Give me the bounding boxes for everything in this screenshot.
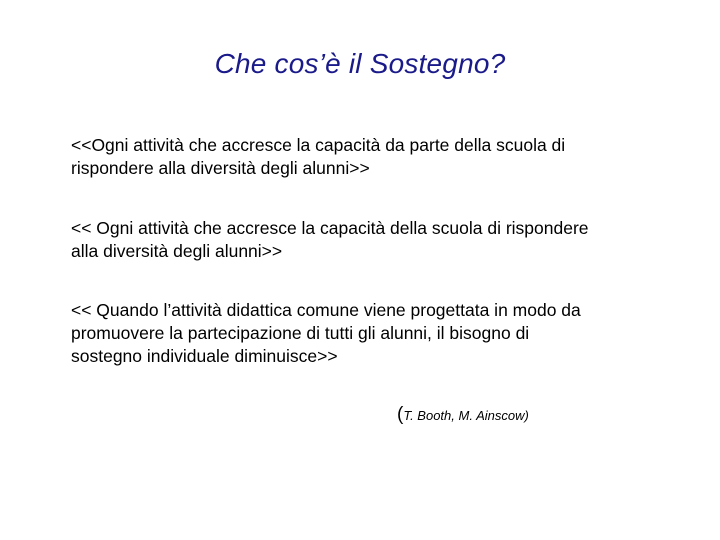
attribution-close-paren: ) [524,408,529,423]
attribution-open-paren: ( [397,404,404,425]
attribution [397,404,529,426]
quote-definition-1: <<Ogni attività che accresce la capacità da parte della scuola di rispondere alla diversità degli alunni>> [71,135,566,178]
slide-title: Che cos’è il Sostegno? [214,48,506,79]
attribution-authors: T. Booth, M. Ainscow [403,408,525,423]
quote-definition-3: << Quando l’attività didattica comune viene progettata in modo da promuovere la partecipazione di tutti gli alunni, il bisogno di sostegno individuale diminuisce>> [71,300,581,366]
quote-definition-2: << Ogni attività che accresce la capacità della scuola di rispondere alla diversità degli alunni>> [71,218,589,261]
